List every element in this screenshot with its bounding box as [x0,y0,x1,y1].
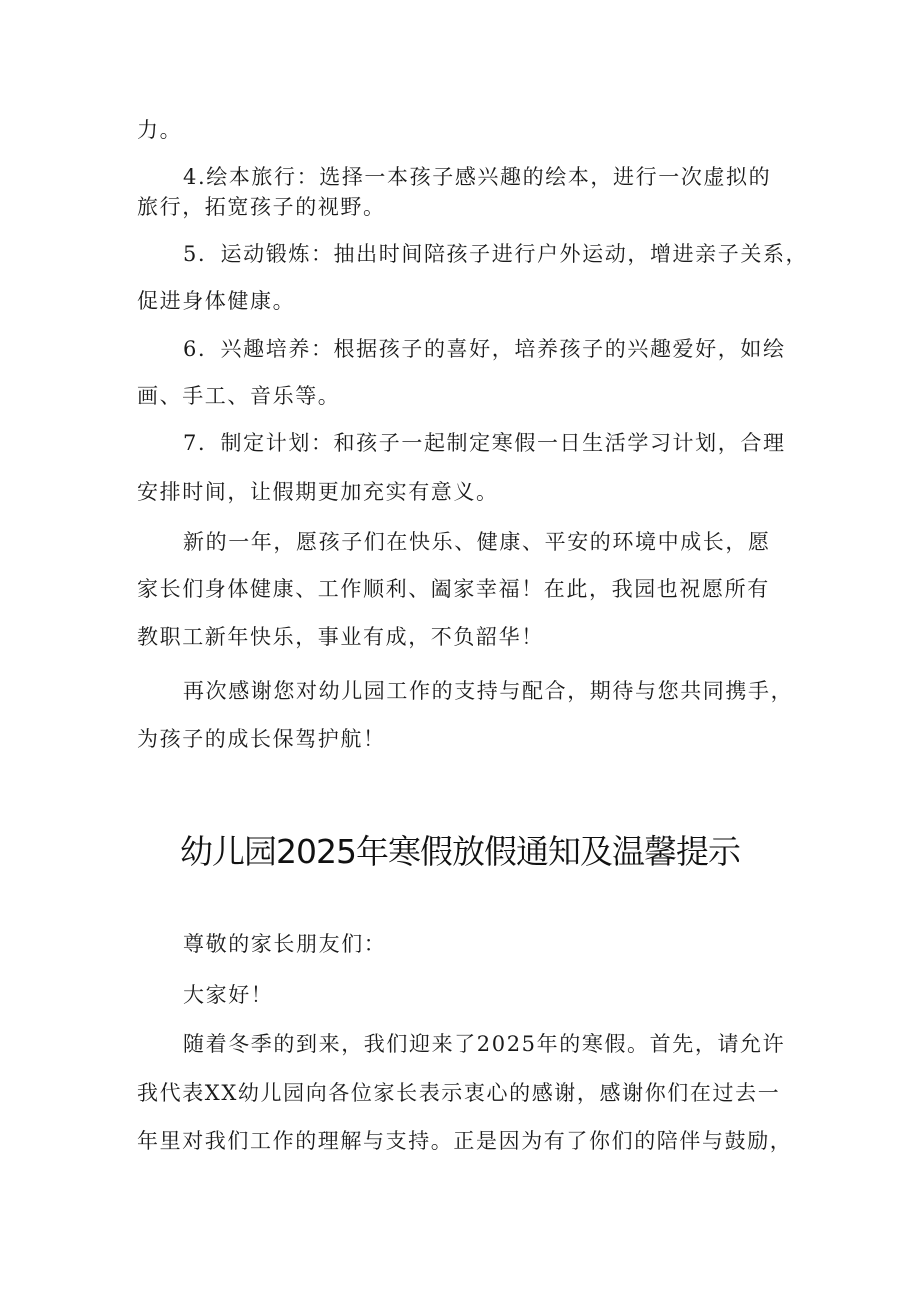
paragraph-intro-line: 我代表XX幼儿园向各位家长表示衷心的感谢，感谢你们在过去一 [137,1081,781,1105]
paragraph-thanks-line: 为孩子的成长保驾护航！ [137,727,386,751]
list-item-6-line: 画、手工、音乐等。 [137,384,341,408]
list-item-4-line: 旅行，拓宽孩子的视野。 [137,195,386,219]
paragraph-intro-line: 随着冬季的到来，我们迎来了2025年的寒假。首先，请允许 [183,1032,786,1056]
list-item-7-line: 7．制定计划：和孩子一起制定寒假一日生活学习计划，合理 [183,431,786,455]
list-item-7-line: 安排时间，让假期更加充实有意义。 [137,480,499,504]
paragraph-wishes-line: 家长们身体健康、工作顺利、阖家幸福！在此，我园也祝愿所有 [137,577,770,601]
paragraph-wishes-line: 新的一年，愿孩子们在快乐、健康、平安的环境中成长，愿 [183,530,771,554]
paragraph-wishes-line: 教职工新年快乐，事业有成，不负韶华！ [137,625,544,649]
section-title: 幼儿园2025年寒假放假通知及温馨提示 [180,832,740,871]
salutation-line: 尊敬的家长朋友们： [183,932,387,956]
list-item-4-line: 4.绘本旅行：选择一本孩子感兴趣的绘本，进行一次虚拟的 [183,165,772,189]
greeting-line: 大家好！ [183,983,274,1007]
paragraph-thanks-line: 再次感谢您对幼儿园工作的支持与配合，期待与您共同携手， [183,679,794,703]
list-item-5-line: 促进身体健康。 [137,289,296,313]
list-item-5-line: 5．运动锻炼：抽出时间陪孩子进行户外运动，增进亲子关系， [183,242,809,266]
list-item-6-line: 6．兴趣培养：根据孩子的喜好，培养孩子的兴趣爱好，如绘 [183,337,786,361]
paragraph-line: 力。 [137,118,183,142]
paragraph-intro-line: 年里对我们工作的理解与支持。正是因为有了你们的陪伴与鼓励， [137,1129,793,1153]
